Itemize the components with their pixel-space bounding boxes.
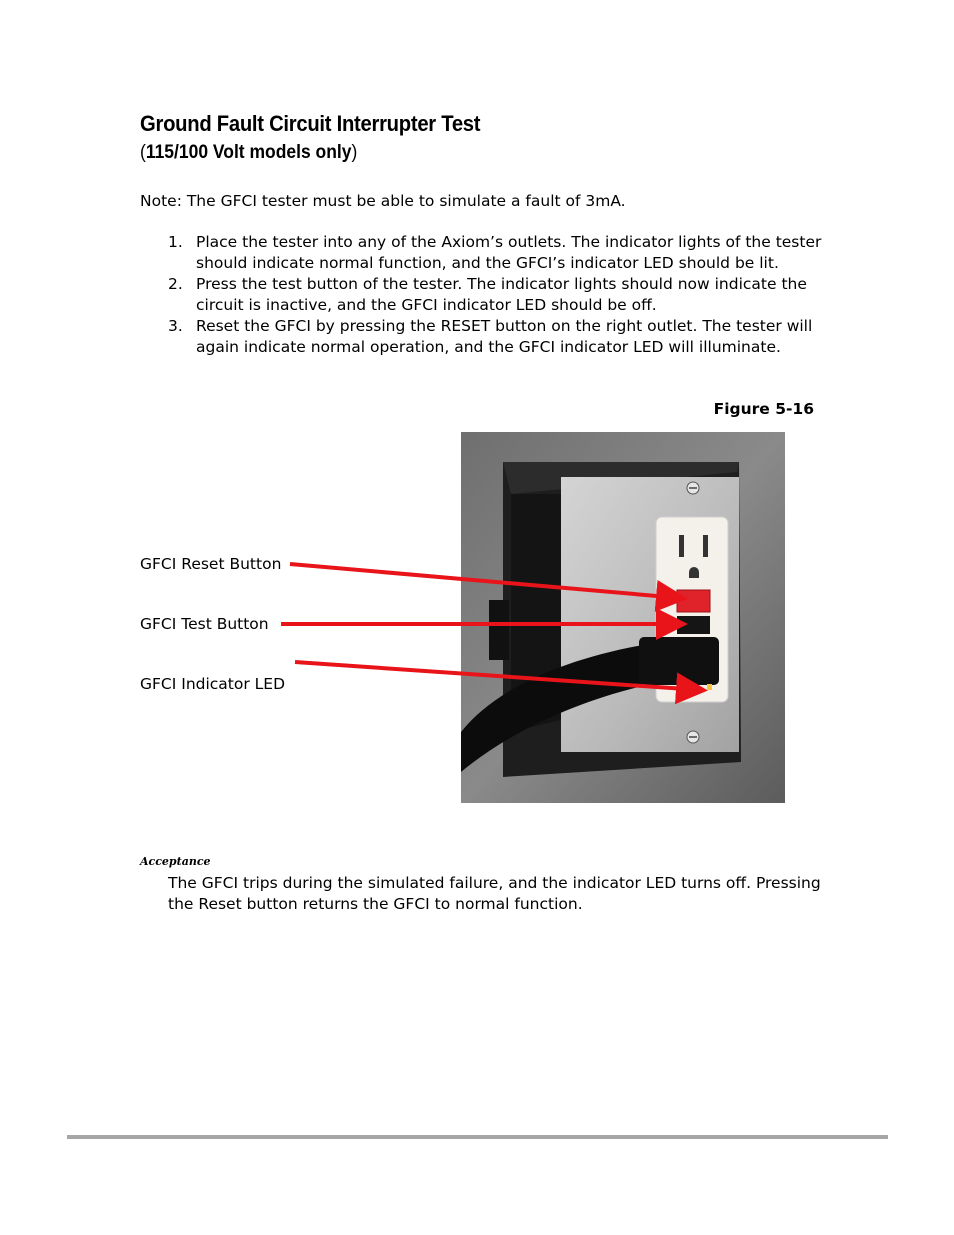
- step-number: 1.: [168, 233, 183, 251]
- figure-caption: Figure 5-16: [713, 400, 814, 418]
- side-tab: [489, 600, 509, 660]
- footer-divider: [67, 1135, 888, 1139]
- procedure-step: [168, 274, 836, 316]
- acceptance-heading: Acceptance: [140, 855, 211, 868]
- gfci-outlet-photo: [461, 432, 785, 803]
- plug-head: [639, 637, 719, 685]
- callout-reset-button: GFCI Reset Button: [140, 555, 282, 573]
- tester-note: Note: The GFCI tester must be able to simulate a fault of 3mA.: [140, 192, 626, 210]
- step-text: Place the tester into any of the Axiom’s outlets. The indicator lights of the tester should indicate normal function, and the GFCI’s indicator LED should be lit.: [196, 233, 822, 272]
- step-text: Press the test button of the tester. The indicator lights should now indicate the circuit is inactive, and the GFCI indicator LED should be off.: [196, 275, 807, 314]
- outlet-ground-hole: [689, 567, 699, 578]
- gfci-indicator-led: [707, 684, 712, 690]
- subtitle-text: 115/100 Volt models only: [145, 142, 352, 163]
- outlet-slot-right: [703, 535, 708, 557]
- acceptance-text: The GFCI trips during the simulated failure, and the indicator LED turns off. Pressing the Reset button returns the GFCI to normal function.: [168, 874, 821, 913]
- step-number: 2.: [168, 275, 183, 293]
- procedure-step: [168, 232, 836, 274]
- procedure-step: [168, 316, 836, 358]
- callout-indicator-led: GFCI Indicator LED: [140, 675, 286, 693]
- gfci-test-button: [677, 616, 710, 634]
- section-title: Ground Fault Circuit Interrupter Test: [140, 111, 481, 136]
- subtitle-close-paren: ): [351, 142, 358, 163]
- section-subtitle: [140, 142, 357, 164]
- subtitle-open-paren: (: [140, 142, 146, 163]
- step-text: Reset the GFCI by pressing the RESET button on the right outlet. The tester will again indicate normal operation, and the GFCI indicator LED will illuminate.: [196, 317, 813, 356]
- callout-test-button: GFCI Test Button: [140, 615, 269, 633]
- procedure-steps: [168, 232, 836, 358]
- step-number: 3.: [168, 317, 183, 335]
- gfci-reset-button: [677, 590, 710, 612]
- outlet-slot-left: [679, 535, 684, 557]
